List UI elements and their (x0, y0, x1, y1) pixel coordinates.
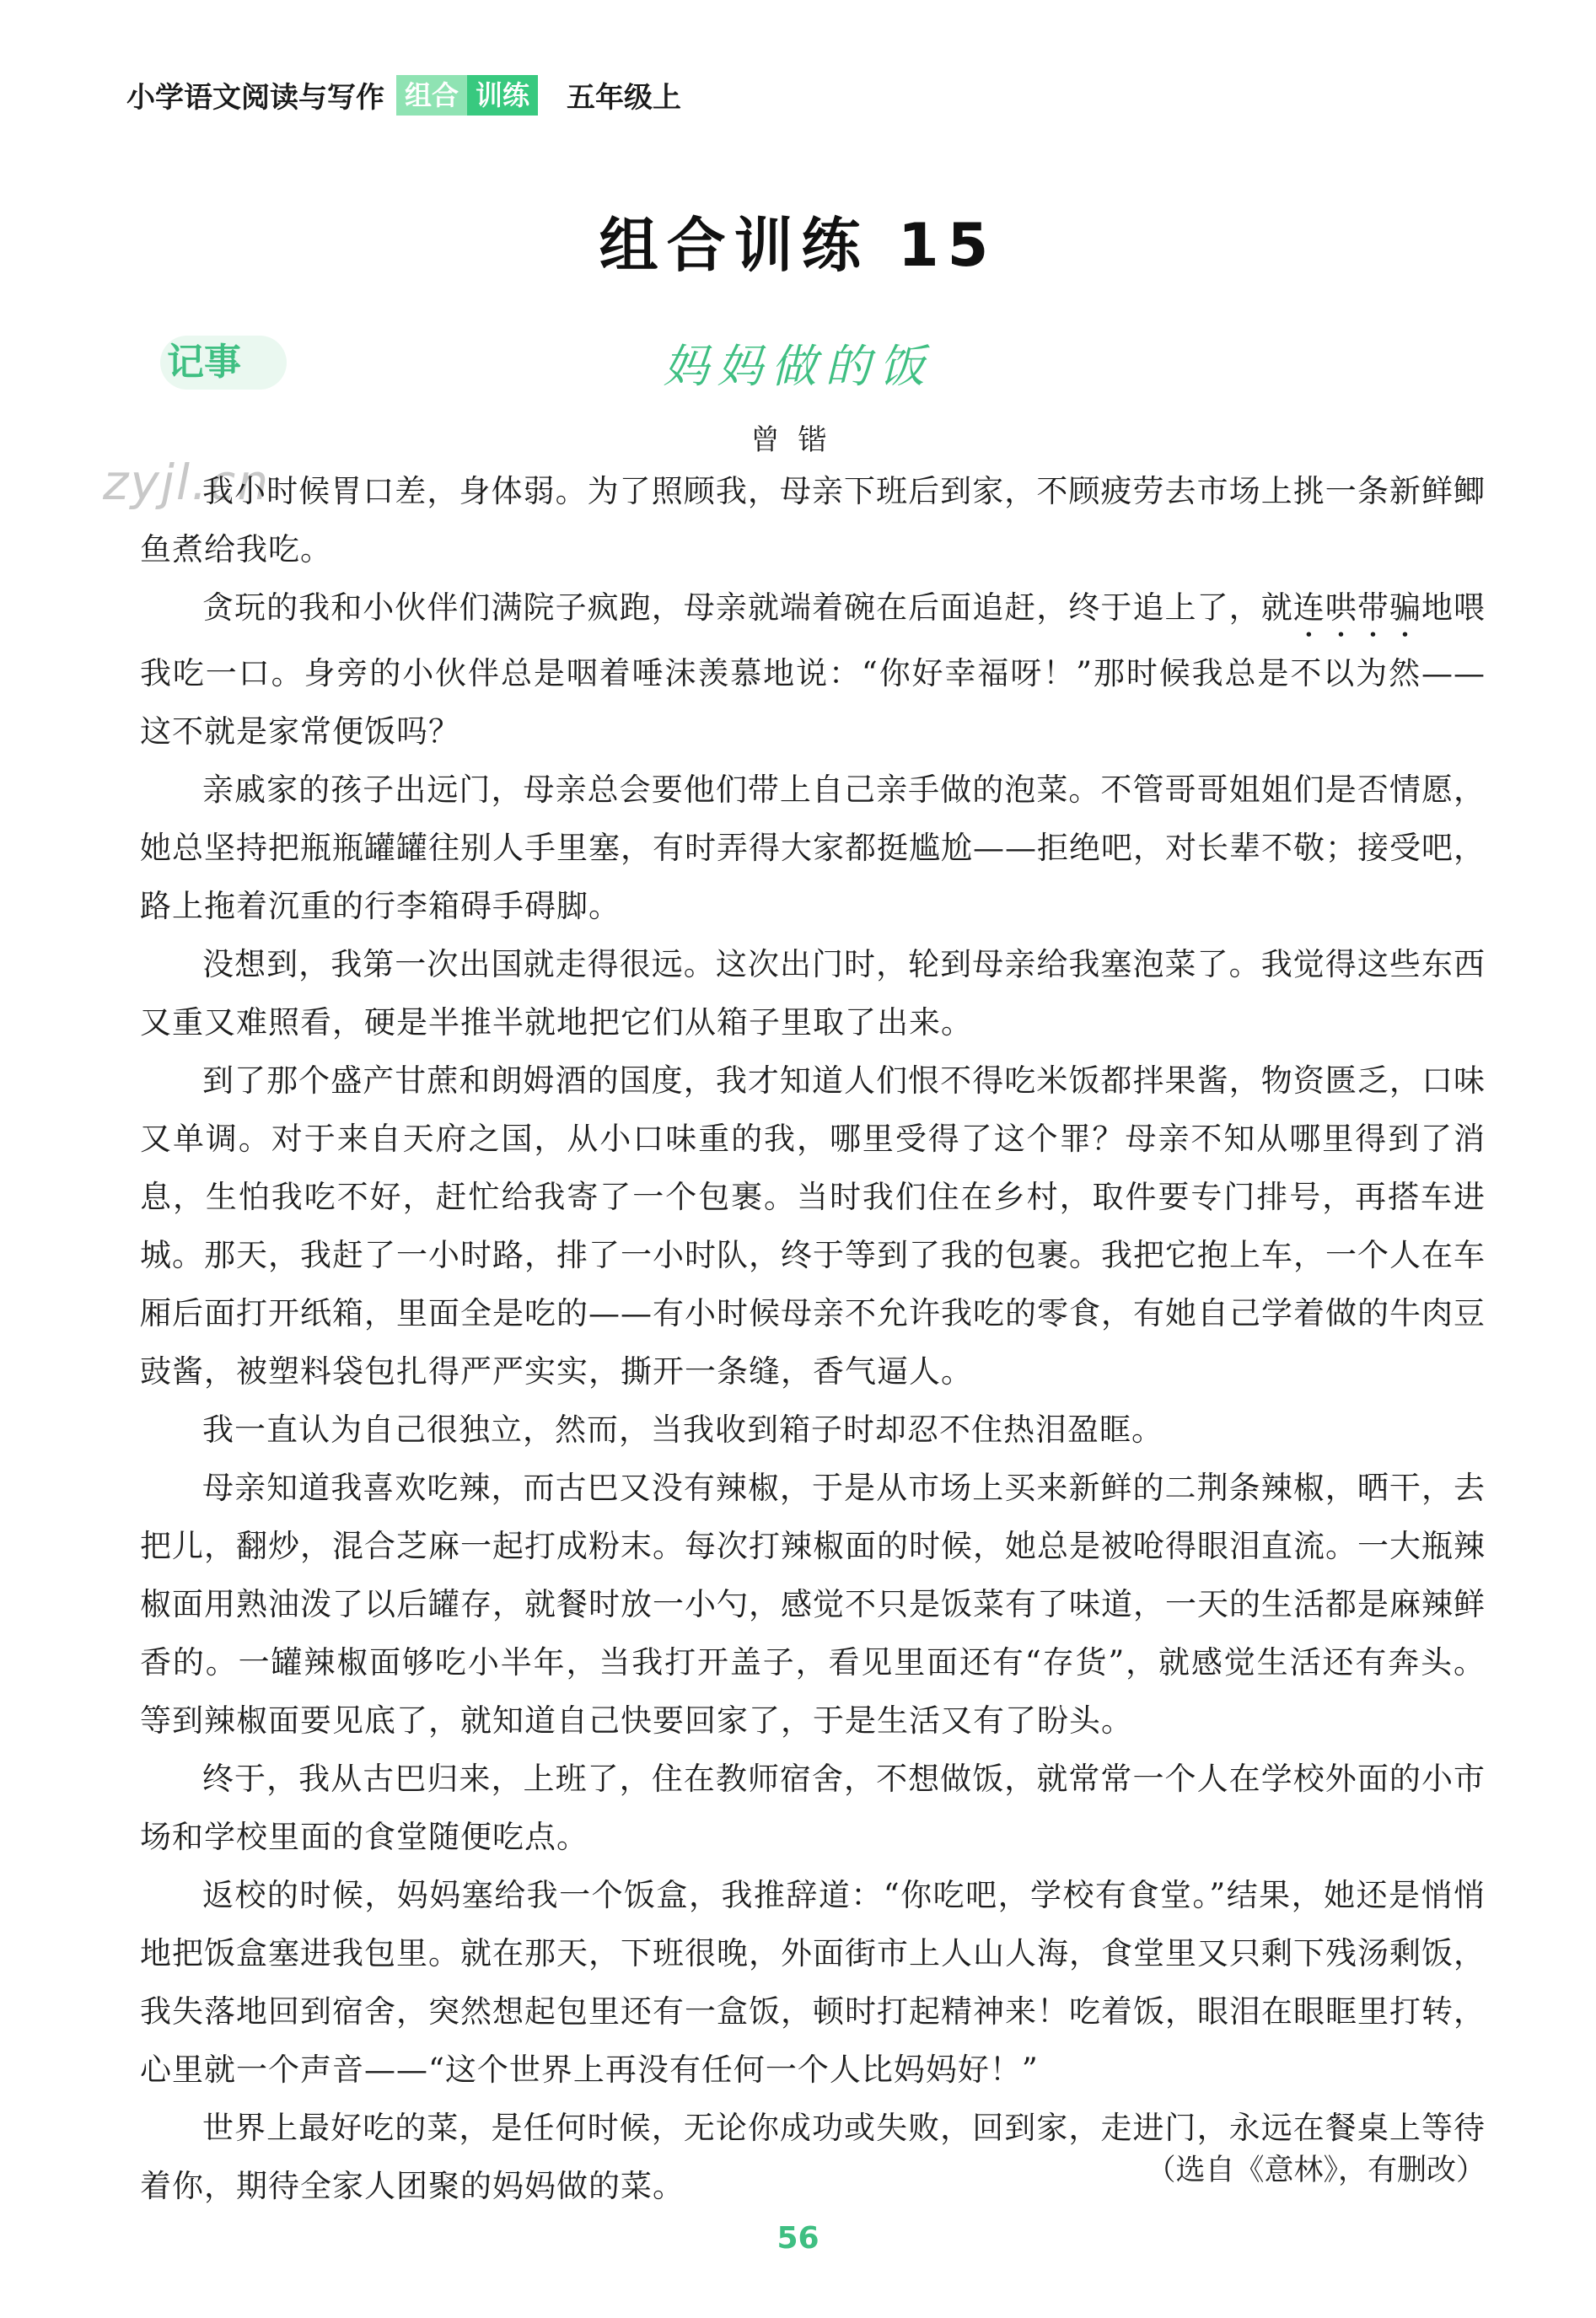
paragraph-7: 母亲知道我喜欢吃辣，而古巴又没有辣椒，于是从市场上买来新鲜的二荆条辣椒，晒干，去把儿，翻炒，混合芝麻一起打成粉末。每次打辣椒面的时候，她总是被呛得眼泪直流。一大瓶辣椒面用熟油泼了以后罐存，就餐时放一小勺，感觉不只是饭菜有了味道，一天的生活都是麻辣鲜香的。一罐辣椒面够吃小半年，当我打开盖子，看见里面还有“存货”，就感觉生活还有奔头。等到辣椒面要见底了，就知道自己快要回家了，于是生活又有了盼头。 (140, 1470, 1486, 1739)
page-title: 组合训练 15 (599, 211, 997, 280)
source-citation: （选自《意林》，有删改） (1146, 2154, 1486, 2187)
paragraph-2-part-b: 地喂我吃一口。身旁的小伙伴总是咽着唾沫羡慕地说：“你好幸福呀！”那时候我总是不以为然——这不就是家常便饭吗？ (140, 589, 1486, 750)
paragraph-9: 返校的时候，妈妈塞给我一个饭盒，我推辞道：“你吃吧，学校有食堂。”结果，她还是悄悄地把饭盒塞进我包里。就在那天，下班很晚，外面街市上人山人海，食堂里又只剩下残汤剩饭，我失落地回到宿舍，突然想起包里还有一盒饭，顿时打起精神来！吃着饭，眼泪在眼眶里打转，心里就一个声音——“这个世界上再没有任何一个人比妈妈好！” (140, 1877, 1486, 2088)
paragraph-4: 没想到，我第一次出国就走得很远。这次出门时，轮到母亲给我塞泡菜了。我觉得这些东西又重又难照看，硬是半推半就地把它们从箱子里取了出来。 (140, 946, 1486, 1041)
paragraph-2-part-a: 贪玩的我和小伙伴们满院子疯跑，母亲就端着碗在后面追赶，终于追上了，就 (202, 589, 1293, 626)
paragraph-2 (140, 578, 1486, 761)
author: 曾锴 (750, 423, 846, 457)
paragraph-6: 我一直认为自己很独立，然而，当我收到箱子时却忍不住热泪盈眶。 (202, 1412, 1163, 1448)
paragraph-5: 到了那个盛产甘蔗和朗姆酒的国度，我才知道人们恨不得吃米饭都拌果酱，物资匮乏，口味又单调。对于来自天府之国，从小口味重的我，哪里受得了这个罪？母亲不知从哪里得到了消息，生怕我吃不好，赶忙给我寄了一个包裹。当时我们住在乡村，取件要专门排号，再搭车进城。那天，我赶了一小时路，排了一小时队，终于等到了我的包裹。我把它抱上车，一个人在车厢后面打开纸箱，里面全是吃的——有小时候母亲不允许我吃的零食，有她自己学着做的牛肉豆豉酱，被塑料袋包扎得严严实实，撕开一条缝，香气逼人。 (140, 1062, 1486, 1390)
paragraph-1: 我小时候胃口差，身体弱。为了照顾我，母亲下班后到家，不顾疲劳去市场上挑一条新鲜鲫鱼煮给我吃。 (140, 473, 1486, 567)
section-badge: 记事 (160, 336, 287, 390)
grade-label: 五年级上 (567, 81, 682, 115)
tag-zuhe: 组合 (396, 75, 467, 116)
paragraph-8: 终于，我从古巴归来，上班了，住在教师宿舍，不想做饭，就常常一个人在学校外面的小市场和学校里面的食堂随便吃点。 (140, 1761, 1486, 1855)
tag-xunlian: 训练 (467, 75, 538, 116)
paragraph-3: 亲戚家的孩子出远门，母亲总会要他们带上自己亲手做的泡菜。不管哥哥姐姐们是否情愿，她总坚持把瓶瓶罐罐往别人手里塞，有时弄得大家都挺尴尬——拒绝吧，对长辈不敬；接受吧，路上拖着沉重的行李箱碍手碍脚。 (140, 772, 1486, 924)
emphasized-phrase: 连哄带骗 (1292, 589, 1421, 626)
story-body (140, 462, 1486, 2215)
page-number: 56 (777, 2221, 819, 2256)
book-header (126, 74, 681, 116)
paragraph-10: 世界上最好吃的菜，是任何时候，无论你成功或失败，回到家，走进门，永远在餐桌上等待着你，期待全家人团聚的妈妈做的菜。 (140, 2110, 1486, 2204)
series-title: 小学语文阅读与写作 (126, 81, 384, 115)
story-title: 妈妈做的饭 (663, 340, 933, 393)
watermark: zyjl.cn (103, 454, 271, 511)
